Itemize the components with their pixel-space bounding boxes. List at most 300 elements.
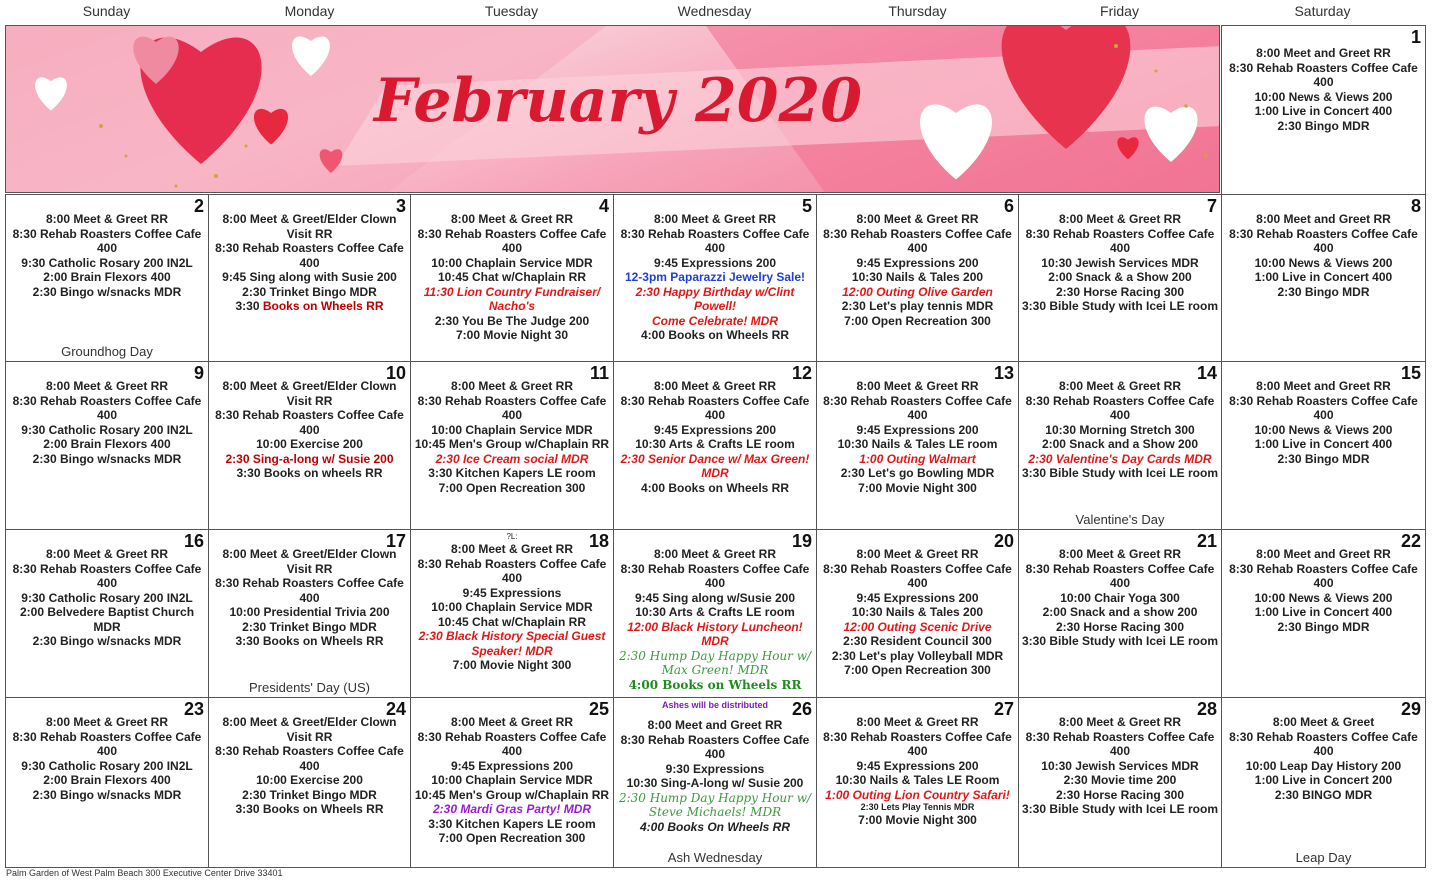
event-item: 400 <box>704 241 726 255</box>
event-item: 8:30 Rehab Roasters Coffee Cafe <box>12 561 202 576</box>
event-item: 11:30 Lion Country Fundraiser/ <box>423 284 601 299</box>
event-item: 3:30 Bible Study with Icei LE room <box>1021 634 1219 648</box>
event-item: 2:30 Movie time 200 <box>1063 773 1177 787</box>
event-item: 1:00 Live in Concert 400 <box>1254 270 1393 284</box>
event-item: 8:00 Meet & Greet RR <box>450 212 574 226</box>
event-list <box>209 195 410 314</box>
event-item: 10:30 Arts & Crafts LE room <box>635 437 795 451</box>
event-item: 2:00 Snack and a Show 200 <box>1041 437 1199 451</box>
event-item: 9:45 Expressions 200 <box>856 255 979 270</box>
event-item: 2:30 Senior Dance w/ Max Green! <box>620 451 810 466</box>
event-item: 2:30 Bingo w/snacks MDR <box>32 634 182 648</box>
event-item: Visit RR <box>286 561 333 576</box>
event-item: 9:45 Expressions 200 <box>856 422 979 437</box>
event-item: 9:30 Catholic Rosary 200 IN2L <box>21 758 193 773</box>
event-list <box>411 530 613 673</box>
event-list <box>209 362 410 481</box>
day-cell[interactable] <box>410 529 614 698</box>
event-item: MDR <box>701 466 729 480</box>
event-item: 9:45 Sing along with Susie 200 <box>222 270 397 284</box>
event-list <box>1222 26 1425 133</box>
event-item: 8:00 Meet & Greet RR <box>450 542 574 556</box>
event-item: Visit RR <box>286 226 333 241</box>
day-cell[interactable] <box>613 529 817 698</box>
event-item: 8:30 Rehab Roasters Coffee Cafe <box>1229 393 1418 408</box>
event-item: 8:30 Rehab Roasters Coffee Cafe <box>1229 60 1418 75</box>
event-item: 10:00 Chaplain Service MDR <box>431 255 593 270</box>
day-number: 2 <box>193 196 204 216</box>
event-list <box>1222 195 1425 299</box>
cell-note: Ashes will be distributed <box>661 700 769 710</box>
event-list <box>817 195 1018 328</box>
event-item: 400 <box>1313 75 1334 89</box>
event-item: 2:30 Hump Day Happy Hour w/ <box>618 648 812 663</box>
day-cell[interactable] <box>5 361 209 530</box>
day-cell[interactable] <box>208 361 411 530</box>
event-item: 10:45 Men's Group w/Chaplain RR <box>414 437 610 451</box>
event-item: 8:00 Meet and Greet RR <box>1256 547 1391 561</box>
event-item: 10:00 Exercise 200 <box>256 773 363 787</box>
event-item: 10:45 Chat w/Chaplain RR <box>437 614 587 629</box>
event-item <box>209 299 410 314</box>
event-item: 2:30 Bingo MDR <box>1277 451 1370 466</box>
event-item: 8:30 Rehab Roasters Coffee Cafe <box>1229 729 1418 744</box>
event-item: 8:30 Rehab Roasters Coffee Cafe <box>1025 729 1215 744</box>
event-item: 10:30 Jewish Services MDR <box>1041 255 1199 270</box>
day-cell[interactable] <box>816 529 1019 698</box>
event-list <box>411 362 613 495</box>
day-number: 16 <box>183 531 204 551</box>
event-item: 2:30 Horse Racing 300 <box>1055 284 1185 299</box>
holiday-label: Valentine's Day <box>1075 512 1165 527</box>
event-item: 8:00 Meet and Greet RR <box>1256 212 1391 226</box>
event-item: 400 <box>501 744 523 758</box>
event-item: 10:00 Chair Yoga 300 <box>1060 590 1180 605</box>
day-number: 27 <box>993 699 1014 719</box>
event-item: 10:00 Chaplain Service MDR <box>431 773 593 787</box>
event-item: 10:45 Men's Group w/Chaplain RR <box>414 787 610 802</box>
event-item: 10:00 News & Views 200 <box>1254 422 1393 437</box>
weekday-saturday: Saturday <box>1294 3 1351 19</box>
event-item: 3:30 Bible Study with Icei LE room <box>1021 466 1219 480</box>
event-item: 2:30 Bingo w/snacks MDR <box>32 451 182 466</box>
event-list <box>6 195 208 299</box>
event-item: 8:00 Meet and Greet RR <box>1256 379 1391 393</box>
day-cell[interactable] <box>410 194 614 362</box>
event-item: 9:30 Expressions <box>665 761 765 776</box>
day-number: 18 <box>588 531 609 551</box>
event-item: 400 <box>299 422 320 437</box>
event-item: 4:00 Books on Wheels RR <box>628 677 802 692</box>
event-list <box>6 698 208 802</box>
event-item: 8:00 Meet & Greet/Elder Clown <box>222 547 397 561</box>
event-item: 9:45 Expressions 200 <box>653 255 777 270</box>
event-item: 8:00 Meet & Greet RR <box>450 715 574 729</box>
event-item: Visit RR <box>286 393 333 408</box>
event-item: 9:45 Expressions 200 <box>450 758 574 773</box>
event-item: 8:00 Meet & Greet RR <box>856 547 979 561</box>
day-number: 5 <box>801 196 812 216</box>
event-list <box>1019 195 1221 314</box>
event-item: 8:30 Rehab Roasters Coffee Cafe <box>417 556 607 571</box>
event-item: 3:30 Kitchen Kapers LE room <box>428 816 596 831</box>
day-cell[interactable] <box>1018 529 1222 698</box>
day-number: 26 <box>791 699 812 719</box>
event-item: 2:30 Horse Racing 300 <box>1055 619 1185 634</box>
event-item: 10:45 Chat w/Chaplain RR <box>437 270 587 284</box>
event-item: 8:30 Rehab Roasters Coffee Cafe <box>1229 226 1418 241</box>
day-cell[interactable] <box>5 194 209 362</box>
event-item: 8:30 Rehab Roasters Coffee Cafe <box>823 226 1012 241</box>
day-number: 8 <box>1410 196 1421 216</box>
february-banner <box>5 25 1220 193</box>
event-item: 8:30 Rehab Roasters Coffee Cafe <box>215 241 404 255</box>
event-item: 2:00 Snack and a show 200 <box>1042 605 1198 619</box>
event-item: 10:30 Nails & Tales LE room <box>837 437 998 451</box>
event-list <box>1222 530 1425 634</box>
day-cell[interactable] <box>816 697 1019 868</box>
day-number: 12 <box>791 363 812 383</box>
event-item: 400 <box>907 241 928 255</box>
event-item: 8:30 Rehab Roasters Coffee Cafe <box>215 408 404 422</box>
event-item: 8:30 Rehab Roasters Coffee Cafe <box>1025 393 1215 408</box>
event-item: 9:45 Expressions 200 <box>856 590 979 605</box>
event-item: 2:30 You Be The Judge 200 <box>434 313 590 328</box>
event-title: Books on Wheels RR <box>262 299 384 313</box>
event-list <box>411 195 613 343</box>
event-item: 7:00 Open Recreation 300 <box>844 313 991 328</box>
event-item: 10:30 Jewish Services MDR <box>1041 758 1199 773</box>
event-item: 2:30 Bingo MDR <box>1277 619 1370 634</box>
event-list <box>209 698 410 817</box>
event-item: 8:00 Meet & Greet RR <box>1058 212 1182 226</box>
event-item: 8:30 Rehab Roasters Coffee Cafe <box>823 393 1012 408</box>
event-item: 10:00 Chaplain Service MDR <box>431 422 593 437</box>
event-item: 8:00 Meet & Greet RR <box>653 212 777 226</box>
event-item: 10:00 News & Views 200 <box>1254 255 1393 270</box>
event-item: 9:45 Expressions 200 <box>653 422 777 437</box>
event-item: 400 <box>96 744 118 758</box>
event-item: 9:45 Sing along w/Susie 200 <box>634 590 796 605</box>
event-item: 2:30 Trinket Bingo MDR <box>242 284 377 299</box>
day-cell[interactable] <box>613 194 817 362</box>
event-item: 4:00 Books on Wheels RR <box>640 328 790 342</box>
event-item: 3:30 Bible Study with Icei LE room <box>1021 802 1219 816</box>
event-item: Come Celebrate! MDR <box>651 313 779 328</box>
event-item: 10:30 Nails & Tales LE Room <box>835 773 1000 787</box>
event-item: 2:30 Trinket Bingo MDR <box>242 787 377 802</box>
event-item: 10:00 Chaplain Service MDR <box>431 600 593 614</box>
event-item: 400 <box>96 408 118 422</box>
event-item: 8:00 Meet & Greet/Elder Clown <box>222 715 397 729</box>
event-item: 12:00 Black History Luncheon! MDR <box>627 619 803 648</box>
event-item: 7:00 Open Recreation 300 <box>438 480 586 495</box>
event-item: 2:30 Resident Council 300 <box>843 634 992 648</box>
event-item: 3:30 Books on Wheels RR <box>235 634 384 648</box>
event-item: 7:00 Movie Night 30 <box>455 328 569 342</box>
day-number: 10 <box>385 363 406 383</box>
event-item: 8:30 Rehab Roasters Coffee Cafe <box>12 729 202 744</box>
event-item: 2:30 Let's play tennis MDR <box>841 299 994 313</box>
event-item: 8:00 Meet & Greet/Elder Clown <box>222 212 397 226</box>
day-number: 1 <box>1410 27 1421 47</box>
holiday-label: Presidents' Day (US) <box>249 680 370 695</box>
holiday-label: Ash Wednesday <box>667 850 763 865</box>
event-item: 2:30 Horse Racing 300 <box>1055 787 1185 802</box>
event-item: 400 <box>299 590 320 605</box>
event-item: 8:30 Rehab Roasters Coffee Cafe <box>12 393 202 408</box>
day-cell[interactable] <box>410 697 614 868</box>
day-number: 22 <box>1400 531 1421 551</box>
event-item: 400 <box>907 744 928 758</box>
event-item: 8:30 Rehab Roasters Coffee Cafe <box>215 744 404 758</box>
event-item: 400 <box>96 576 118 590</box>
event-item: 10:00 Presidential Trivia 200 <box>229 605 390 619</box>
day-cell[interactable] <box>410 361 614 530</box>
event-item: 2:30 Let's play Volleyball MDR <box>831 648 1004 663</box>
holiday-label: Groundhog Day <box>61 344 153 359</box>
event-item: 2:30 Ice Cream social MDR <box>435 451 589 466</box>
day-number: 17 <box>385 531 406 551</box>
day-number: 25 <box>588 699 609 719</box>
event-item: 8:30 Rehab Roasters Coffee Cafe <box>215 576 404 590</box>
event-item: Steve Michaels! MDR <box>648 805 782 819</box>
day-cell[interactable] <box>613 697 817 868</box>
event-item: 400 <box>1109 576 1131 590</box>
event-item: 10:00 News & Views 200 <box>1254 590 1393 605</box>
day-number: 20 <box>993 531 1014 551</box>
event-item: 8:00 Meet & Greet <box>1272 715 1375 729</box>
weekday-friday: Friday <box>1100 3 1139 19</box>
event-item: 1:00 Live in Concert 400 <box>1254 605 1393 619</box>
event-item: 2:00 Brain Flexors 400 <box>43 773 171 787</box>
event-item: 8:30 Rehab Roasters Coffee Cafe <box>620 393 810 408</box>
event-item: 7:00 Movie Night 300 <box>452 658 572 672</box>
event-item: 8:30 Rehab Roasters Coffee Cafe <box>620 732 810 747</box>
event-item: 7:00 Open Recreation 300 <box>438 831 586 845</box>
day-number: 4 <box>598 196 609 216</box>
event-item: 8:30 Rehab Roasters Coffee Cafe <box>1229 561 1418 576</box>
day-cell[interactable] <box>1018 194 1222 362</box>
event-item: 12-3pm Paparazzi Jewelry Sale! <box>624 270 806 284</box>
event-item: 2:30 Lets Play Tennis MDR <box>860 802 975 812</box>
event-item: 400 <box>704 576 726 590</box>
event-item: 12:00 Outing Scenic Drive <box>843 619 992 634</box>
event-item: 2:30 Bingo MDR <box>1277 284 1370 299</box>
event-item: 400 <box>704 747 726 761</box>
event-item: 400 <box>1313 576 1334 590</box>
event-item: 7:00 Movie Night 300 <box>858 813 977 827</box>
event-item: 2:30 Happy Birthday w/Clint Powell! <box>635 284 795 313</box>
event-item: 10:30 Nails & Tales 200 <box>851 605 984 619</box>
event-item: 8:00 Meet & Greet RR <box>1058 547 1182 561</box>
event-item: 8:30 Rehab Roasters Coffee Cafe <box>823 561 1012 576</box>
event-item: 1:00 Outing Walmart <box>859 451 976 466</box>
event-item: 9:45 Expressions <box>462 585 562 600</box>
event-item: 9:45 Expressions 200 <box>856 758 979 773</box>
day-cell[interactable] <box>208 529 411 698</box>
event-item: Max Green! MDR <box>661 663 769 677</box>
event-item: 400 <box>501 408 523 422</box>
event-item: Visit RR <box>286 729 333 744</box>
event-item: 8:00 Meet & Greet/Elder Clown <box>222 379 397 393</box>
event-item: 4:00 Books On Wheels RR <box>639 819 791 834</box>
event-item: 8:00 Meet & Greet RR <box>653 379 777 393</box>
day-number: 23 <box>183 699 204 719</box>
event-item: 3:30 Books on Wheels RR <box>235 802 384 816</box>
weekday-thursday: Thursday <box>888 3 947 19</box>
event-item: 400 <box>704 408 726 422</box>
event-item: 2:30 Bingo w/snacks MDR <box>32 284 182 299</box>
event-item: 2:30 Black History Special Guest <box>418 629 606 643</box>
day-cell[interactable] <box>816 361 1019 530</box>
day-cell[interactable] <box>1018 361 1222 530</box>
event-item: 10:00 News & Views 200 <box>1254 89 1393 104</box>
event-item: ?L: <box>506 532 518 541</box>
day-number: 7 <box>1206 196 1217 216</box>
day-number: 28 <box>1196 699 1217 719</box>
event-item: 8:00 Meet & Greet RR <box>450 379 574 393</box>
day-cell[interactable] <box>208 697 411 868</box>
weekday-tuesday: Tuesday <box>484 3 539 19</box>
day-cell[interactable] <box>1221 697 1426 868</box>
event-item: 8:30 Rehab Roasters Coffee Cafe <box>417 393 607 408</box>
event-item: 2:30 Bingo w/snacks MDR <box>32 787 182 802</box>
day-number: 29 <box>1400 699 1421 719</box>
event-list <box>1019 698 1221 817</box>
event-item: 400 <box>907 576 928 590</box>
event-item: 10:30 Morning Stretch 300 <box>1045 422 1195 437</box>
event-list <box>1222 698 1425 802</box>
event-item: 2:00 Belvedere Baptist Church MDR <box>19 605 195 634</box>
event-item: 8:30 Rehab Roasters Coffee Cafe <box>417 729 607 744</box>
day-cell[interactable] <box>1221 361 1426 530</box>
event-list <box>614 530 816 692</box>
weekday-wednesday: Wednesday <box>677 3 752 19</box>
event-item: 4:00 Books on Wheels RR <box>640 480 790 495</box>
event-item: 400 <box>907 408 928 422</box>
event-list <box>817 530 1018 678</box>
event-item: 8:30 Rehab Roasters Coffee Cafe <box>620 226 810 241</box>
event-list <box>6 362 208 466</box>
event-item: 2:30 Trinket Bingo MDR <box>242 619 377 634</box>
weekday-sunday: Sunday <box>82 3 131 19</box>
event-item: Speaker! MDR <box>471 643 553 658</box>
event-item: 2:00 Snack & a Show 200 <box>1048 270 1192 284</box>
hearts-banner-art <box>6 26 1220 193</box>
event-item: 2:30 Valentine's Day Cards MDR <box>1028 451 1212 466</box>
event-item: 1:00 Live in Concert 200 <box>1254 773 1393 787</box>
day-number: 24 <box>385 699 406 719</box>
event-item: Nacho's <box>488 299 536 313</box>
event-item: 7:00 Movie Night 300 <box>858 480 977 495</box>
event-item: 400 <box>501 241 523 255</box>
event-item: 10:30 Arts & Crafts LE room <box>635 605 795 619</box>
day-cell[interactable] <box>1221 529 1426 698</box>
event-item: 8:00 Meet & Greet RR <box>856 379 979 393</box>
event-item: 9:30 Catholic Rosary 200 IN2L <box>21 255 193 270</box>
day-number: 9 <box>193 363 204 383</box>
event-item: 2:00 Brain Flexors 400 <box>43 270 171 284</box>
event-item: 8:00 Meet & Greet RR <box>856 715 979 729</box>
event-item: 400 <box>1313 744 1334 758</box>
event-list <box>614 700 816 834</box>
day-number: 14 <box>1196 363 1217 383</box>
event-list <box>209 530 410 649</box>
day-cell[interactable] <box>5 529 209 698</box>
event-item: 10:30 Nails & Tales 200 <box>851 270 984 284</box>
event-list <box>614 195 816 343</box>
day-cell[interactable] <box>1018 697 1222 868</box>
day-cell[interactable] <box>1221 194 1426 362</box>
event-item: 400 <box>299 758 320 773</box>
event-item: 400 <box>96 241 118 255</box>
holiday-label: Leap Day <box>1295 850 1352 865</box>
event-item: 8:00 Meet & Greet RR <box>856 212 979 226</box>
day-number: 21 <box>1196 531 1217 551</box>
event-item: 400 <box>1109 408 1131 422</box>
event-list <box>1019 530 1221 649</box>
event-item: 400 <box>299 255 320 270</box>
day-cell[interactable] <box>1221 25 1426 195</box>
event-item: 3:30 Books on wheels RR <box>236 466 383 480</box>
event-item: 400 <box>1313 241 1334 255</box>
event-item: 9:30 Catholic Rosary 200 IN2L <box>21 590 193 605</box>
event-item: 8:00 Meet and Greet RR <box>647 718 783 732</box>
event-item: 8:00 Meet & Greet RR <box>45 547 169 561</box>
event-item: 2:30 Sing-a-long w/ Susie 200 <box>225 451 394 466</box>
event-list <box>411 698 613 846</box>
event-item: 8:00 Meet & Greet RR <box>45 379 169 393</box>
event-item: 2:30 Mardi Gras Party! MDR <box>432 802 592 816</box>
event-item: 8:30 Rehab Roasters Coffee Cafe <box>417 226 607 241</box>
day-number: 3 <box>395 196 406 216</box>
event-item: 10:00 Exercise 200 <box>256 437 363 451</box>
event-item: 8:00 Meet & Greet RR <box>45 715 169 729</box>
day-cell[interactable] <box>816 194 1019 362</box>
event-item: 8:00 Meet and Greet RR <box>1256 46 1391 60</box>
day-number: 15 <box>1400 363 1421 383</box>
event-item: 8:30 Rehab Roasters Coffee Cafe <box>823 729 1012 744</box>
event-item: 8:30 Rehab Roasters Coffee Cafe <box>1025 561 1215 576</box>
event-item: 8:30 Rehab Roasters Coffee Cafe <box>1025 226 1215 241</box>
event-item: 1:00 Live in Concert 400 <box>1254 104 1393 118</box>
event-list <box>1019 362 1221 481</box>
day-number: 13 <box>993 363 1014 383</box>
event-item: 12:00 Outing Olive Garden <box>842 284 993 299</box>
footer-address: Palm Garden of West Palm Beach 300 Executive Center Drive 33401 <box>6 868 283 878</box>
event-item: 8:30 Rehab Roasters Coffee Cafe <box>12 226 202 241</box>
event-list <box>614 362 816 495</box>
event-item: 8:30 Rehab Roasters Coffee Cafe <box>620 561 810 576</box>
event-item: 8:00 Meet & Greet RR <box>45 212 169 226</box>
event-item: 1:00 Live in Concert 400 <box>1254 437 1393 451</box>
event-item: 9:30 Catholic Rosary 200 IN2L <box>21 422 193 437</box>
day-cell[interactable] <box>208 194 411 362</box>
event-item: 7:00 Open Recreation 300 <box>844 663 991 677</box>
event-item: 8:00 Meet & Greet RR <box>1058 379 1182 393</box>
event-item: 1:00 Outing Lion Country Safari! <box>825 787 1010 802</box>
day-cell[interactable] <box>5 697 209 868</box>
event-item: 400 <box>501 571 523 585</box>
event-item: 10:30 Sing-A-long w/ Susie 200 <box>626 776 804 790</box>
calendar-grid <box>5 25 1425 867</box>
event-item: 2:00 Brain Flexors 400 <box>43 437 171 451</box>
event-item: 2:30 Bingo MDR <box>1277 118 1370 133</box>
event-list <box>6 530 208 649</box>
day-cell[interactable] <box>613 361 817 530</box>
weekday-monday: Monday <box>284 3 335 19</box>
